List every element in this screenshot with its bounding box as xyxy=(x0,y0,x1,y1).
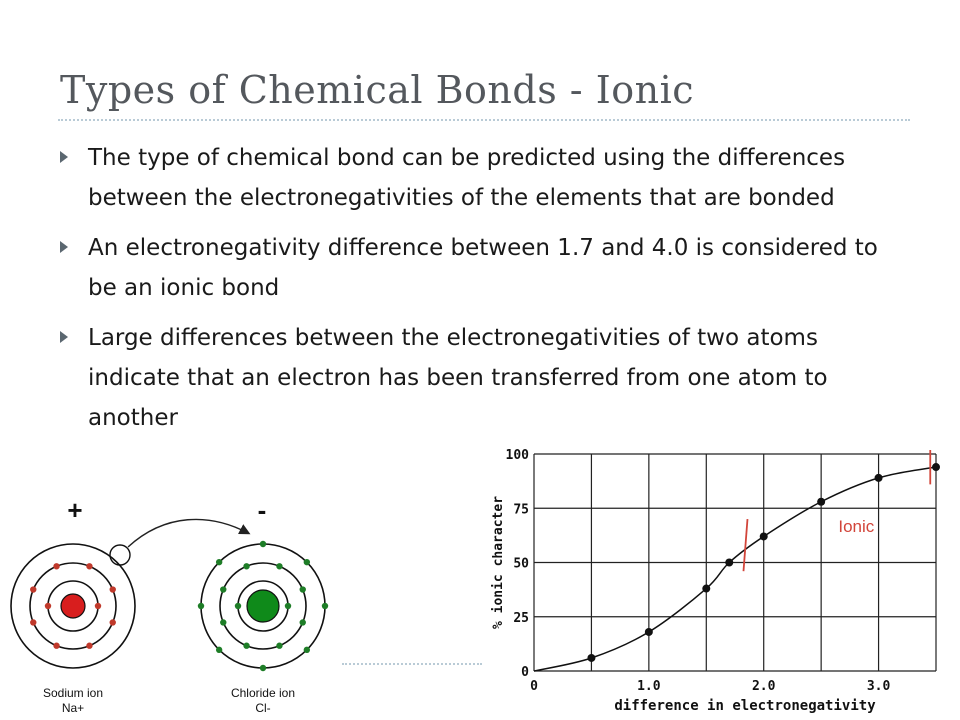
x-tick-label: 3.0 xyxy=(866,679,891,694)
chloride-ion-label: Chloride ion xyxy=(230,686,296,700)
y-tick-label: 25 xyxy=(513,610,529,626)
electron-dot xyxy=(86,563,92,569)
electron-dot xyxy=(45,603,51,609)
data-point xyxy=(875,474,883,482)
chloride-atom xyxy=(198,541,328,671)
chart-curve xyxy=(534,467,936,671)
positive-charge-label: + xyxy=(67,495,83,525)
data-point xyxy=(932,463,940,471)
x-tick-label: 2.0 xyxy=(751,679,776,694)
electron-dot xyxy=(216,647,222,653)
electron-dot xyxy=(53,643,59,649)
electron-dot xyxy=(30,586,36,592)
triangle-bullet-icon xyxy=(60,241,68,253)
electron-dot xyxy=(220,586,226,592)
chart-grid xyxy=(534,454,936,671)
data-point xyxy=(760,532,768,540)
electron-dot xyxy=(260,665,266,671)
bullet-item xyxy=(56,138,906,218)
electron-dot xyxy=(216,559,222,565)
electron-dot xyxy=(86,643,92,649)
electron-dot xyxy=(285,603,291,609)
y-tick-label: 100 xyxy=(505,448,529,463)
y-axis-label: % ionic character xyxy=(491,495,506,630)
chloride-nucleus xyxy=(247,590,279,622)
electron-dot xyxy=(322,603,328,609)
bullet-text: Large differences between the electronegativities of two atoms indicate that an electron has been transferred from one atom to another xyxy=(88,325,828,431)
ionic-bond-diagram xyxy=(0,495,345,720)
title-divider xyxy=(58,119,910,121)
electron-dot xyxy=(243,563,249,569)
electron-dot xyxy=(220,619,226,625)
data-point xyxy=(587,654,595,662)
electron-dot xyxy=(110,619,116,625)
slide-title: Types of Chemical Bonds - Ionic xyxy=(60,68,695,112)
x-tick-label: 0 xyxy=(530,679,538,694)
ionic-character-chart xyxy=(478,440,960,720)
data-point xyxy=(702,585,710,593)
sodium-atom xyxy=(11,544,135,668)
electron-transfer-arrow xyxy=(128,519,248,547)
y-tick-label: 75 xyxy=(513,502,529,518)
sodium-ion-symbol: Na+ xyxy=(61,701,85,715)
electron-dot xyxy=(300,619,306,625)
electron-dot xyxy=(260,541,266,547)
electron-dot xyxy=(198,603,204,609)
electron-dot xyxy=(53,563,59,569)
sodium-ion-label: Sodium ion xyxy=(42,686,104,700)
electron-dot xyxy=(300,586,306,592)
triangle-bullet-icon xyxy=(60,331,68,343)
chart-tick-labels xyxy=(506,448,891,694)
chart-threshold-marks xyxy=(743,450,930,571)
chloride-ion-symbol: Cl- xyxy=(255,701,271,715)
sodium-nucleus xyxy=(61,594,85,618)
bullet-text: An electronegativity difference between 1.7 and 4.0 is considered to be an ionic bond xyxy=(88,235,878,301)
electron-dot xyxy=(95,603,101,609)
atom-diagram-svg xyxy=(0,495,345,720)
electron-dot xyxy=(304,647,310,653)
bullet-item xyxy=(56,318,906,438)
electron-dot xyxy=(235,603,241,609)
negative-charge-label: - xyxy=(257,495,267,525)
y-tick-label: 50 xyxy=(513,556,529,572)
x-tick-label: 1.0 xyxy=(637,679,661,694)
triangle-bullet-icon xyxy=(60,151,68,163)
bullet-list xyxy=(56,138,906,448)
electron-dot xyxy=(243,643,249,649)
chart-svg xyxy=(478,440,960,720)
ionic-character-curve xyxy=(534,467,936,671)
electron-dot xyxy=(30,619,36,625)
bullet-item xyxy=(56,228,906,308)
data-point xyxy=(725,559,733,567)
electron-dot xyxy=(276,563,282,569)
transferred-electron-circle xyxy=(110,545,130,565)
data-point xyxy=(645,628,653,636)
bullet-text: The type of chemical bond can be predicted using the differences between the electronegativities of the elements that are bonded xyxy=(88,145,846,211)
ionic-threshold-mark-start xyxy=(743,519,747,571)
footer-divider xyxy=(342,663,482,665)
x-axis-label: difference in electronegativity xyxy=(614,698,876,714)
electron-dot xyxy=(304,559,310,565)
data-point xyxy=(817,498,825,506)
y-tick-label: 0 xyxy=(521,665,529,680)
electron-dot xyxy=(276,643,282,649)
ionic-annotation: Ionic xyxy=(838,517,875,537)
electron-dot xyxy=(110,586,116,592)
